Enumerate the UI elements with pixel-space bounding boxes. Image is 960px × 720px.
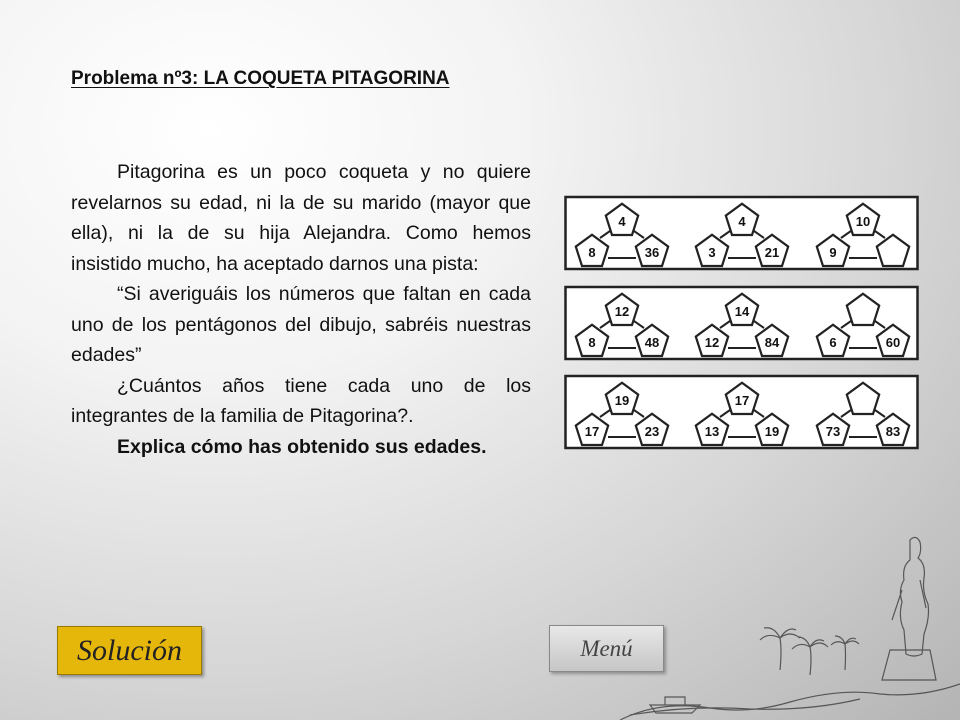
paragraph-instruction: Explica cómo has obtenido sus edades.: [117, 435, 487, 458]
pentagon-top-number: 17: [734, 393, 750, 408]
pentagon-top-number: 14: [734, 304, 750, 319]
pentagon-puzzle: [564, 195, 919, 450]
paragraph-question: ¿Cuántos años tiene cada uno de los integrantes de la familia de Pitagorina?.: [71, 374, 531, 427]
pentagon-left-number: 12: [704, 335, 720, 350]
pentagon-top-number: 19: [614, 393, 630, 408]
pentagon-right-number: 23: [644, 424, 660, 439]
decorative-landscape: [620, 520, 960, 720]
pentagon-left-number: 3: [708, 245, 716, 260]
pentagon-top-number: 4: [618, 214, 626, 229]
pentagon-top-number: 12: [614, 304, 630, 319]
pentagon-left-number: 8: [588, 335, 596, 350]
pentagon-left-number: 13: [704, 424, 720, 439]
pentagon-left-number: 8: [588, 245, 596, 260]
pentagon-left-number: 73: [825, 424, 841, 439]
pentagon-puzzle-figure: [564, 195, 919, 450]
pentagon-left-number: 9: [829, 245, 837, 260]
pentagon-right-number: 84: [764, 335, 780, 350]
pentagon-right-number: 60: [885, 335, 901, 350]
problem-text: [71, 157, 531, 462]
page-title: Problema nº3: LA COQUETA PITAGORINA: [71, 68, 450, 89]
pentagon-right-number: 21: [764, 245, 780, 260]
pentagon-right-number: 83: [885, 424, 901, 439]
pentagon-top-number: 10: [855, 214, 871, 229]
solucion-button[interactable]: Solución: [57, 626, 202, 675]
pentagon-right-number: 19: [764, 424, 780, 439]
menu-button[interactable]: Menú: [549, 625, 664, 672]
pentagon-left-number: 17: [584, 424, 600, 439]
pentagon-right-number: 36: [644, 245, 660, 260]
pentagon-left-number: 6: [829, 335, 837, 350]
paragraph-quote: “Si averiguáis los números que faltan en cada uno de los pentágonos del dibujo, sabréis nuestras edades”: [71, 283, 531, 366]
pentagon-top-number: 4: [738, 214, 746, 229]
paragraph-intro: Pitagorina es un poco coqueta y no quiere revelarnos su edad, ni la de su marido (mayor que ella), ni la de su hija Alejandra. Como hemos insistido mucho, ha aceptado darnos una pista:: [71, 161, 531, 275]
pentagon-right-number: 48: [644, 335, 660, 350]
